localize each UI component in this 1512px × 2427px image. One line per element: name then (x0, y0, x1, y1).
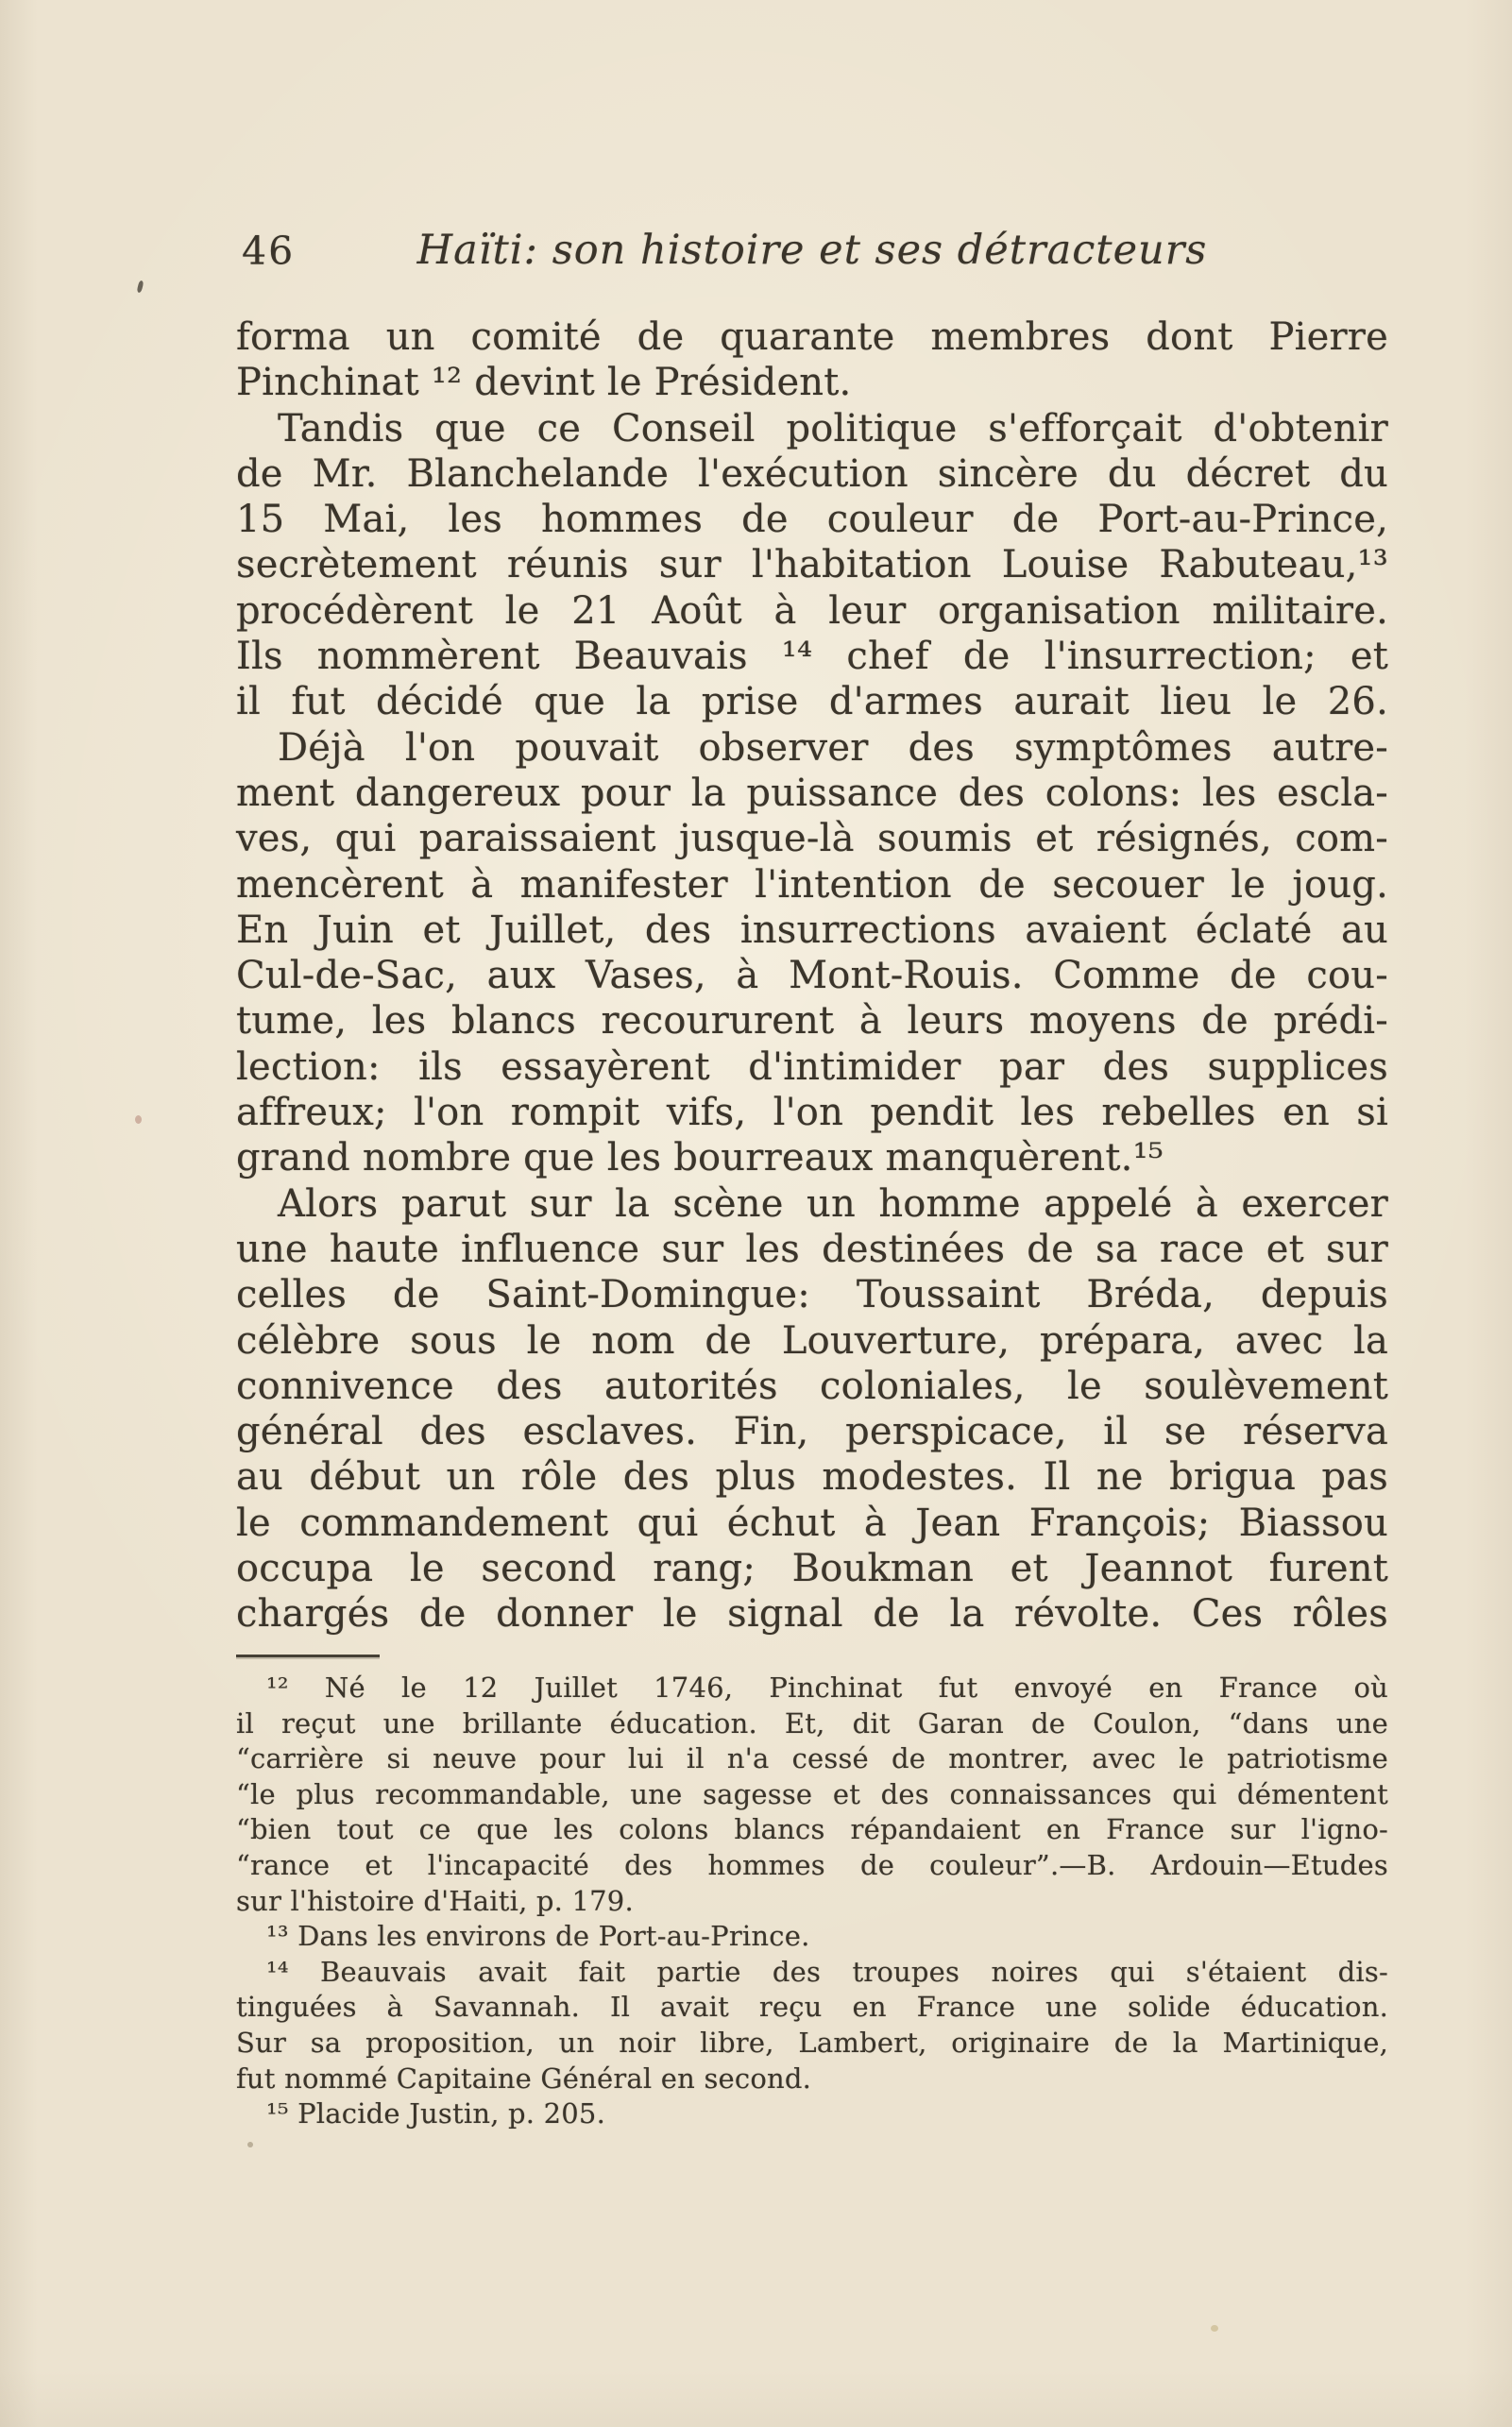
body-line: affreux; l'on rompit vifs, l'on pendit les rebelles en si (236, 1091, 1388, 1135)
footnotes (236, 1671, 1388, 2132)
body-line: 15 Mai, les hommes de couleur de Port-au-Prince, (236, 498, 1388, 542)
body-line: lection: ils essayèrent d'intimider par des supplices (236, 1044, 1388, 1089)
body-line: une haute influence sur les destinées de sa race et sur (236, 1227, 1388, 1271)
body-line: Cul-de-Sac, aux Vases, à Mont-Rouis. Comme de cou- (236, 954, 1388, 998)
body-line: forma un comité de quarante membres dont Pierre (236, 315, 1388, 359)
running-title: Haïti: son histoire et ses détracteurs (416, 227, 1208, 274)
body-line: occupa le second rang; Boukman et Jeannot furent (236, 1547, 1388, 1591)
footnote-divider (236, 1655, 380, 1657)
body-line: mencèrent à manifester l'intention de secouer le joug. (236, 862, 1388, 907)
body-line: général des esclaves. Fin, perspicace, il se réserva (236, 1410, 1388, 1454)
ink-speck (135, 1115, 142, 1124)
body-line: secrètement réunis sur l'habitation Louise Rabuteau,¹³ (236, 543, 1388, 587)
footnote-line: Sur sa proposition, un noir libre, Lambert, originaire de la Martinique, (236, 2026, 1388, 2059)
footnote-line: ¹⁵ Placide Justin, p. 205. (266, 2097, 606, 2130)
body-line: tume, les blancs recoururent à leurs moyens de prédi- (236, 999, 1388, 1044)
footnote-line: fut nommé Capitaine Général en second. (236, 2062, 812, 2095)
body-line: ves, qui paraissaient jusque-là soumis et résignés, com- (236, 817, 1388, 861)
body-line: Pinchinat ¹² devint le Président. (236, 361, 852, 405)
footnote-line: il reçut une brillante éducation. Et, dit Garan de Coulon, “dans une (236, 1706, 1388, 1740)
footnote-line: ¹³ Dans les environs de Port-au-Prince. (266, 1920, 810, 1953)
footnote-line: ¹⁴ Beauvais avait fait partie des troupes noires qui s'étaient dis- (266, 1955, 1388, 1988)
body-line: chargés de donner le signal de la révolte. Ces rôles (236, 1592, 1388, 1637)
body-line: connivence des autorités coloniales, le soulèvement (236, 1364, 1388, 1408)
footnote-line: “rance et l'incapacité des hommes de couleur”.—B. Ardouin—Etudes (236, 1848, 1388, 1881)
ink-speck (137, 280, 144, 294)
body-line: ment dangereux pour la puissance des colons: les escla- (236, 771, 1388, 815)
footnote-line: “bien tout ce que les colons blancs répandaient en France sur l'igno- (236, 1813, 1388, 1846)
body-line: au début un rôle des plus modestes. Il ne brigua pas (236, 1455, 1388, 1500)
page-number: 46 (242, 229, 296, 274)
page-header (236, 227, 1388, 276)
footnote-line: “carrière si neuve pour lui il n'a cessé de montrer, avec le patriotisme (236, 1742, 1388, 1775)
body-line: grand nombre que les bourreaux manquèrent.¹⁵ (236, 1136, 1164, 1180)
footnote-line: “le plus recommandable, une sagesse et des connaissances qui démentent (236, 1777, 1388, 1810)
body-line: celles de Saint-Domingue: Toussaint Bréda, depuis (236, 1273, 1388, 1317)
body-line: célèbre sous le nom de Louverture, prépara, avec la (236, 1318, 1388, 1363)
footnote-line: tinguées à Savannah. Il avait reçu en France une solide éducation. (236, 1991, 1388, 2024)
body-line: Tandis que ce Conseil politique s'efforçait d'obtenir (278, 406, 1388, 450)
body-line: Ils nommèrent Beauvais ¹⁴ chef de l'insurrection; et (236, 635, 1388, 679)
ink-speck (1211, 2325, 1218, 2332)
body-line: le commandement qui échut à Jean François; Biassou (236, 1501, 1388, 1545)
body-text (236, 314, 1388, 1638)
footnote-line: ¹² Né le 12 Juillet 1746, Pinchinat fut envoyé en France où (266, 1672, 1388, 1704)
body-line: En Juin et Juillet, des insurrections avaient éclaté au (236, 908, 1388, 952)
ink-speck (247, 2142, 253, 2147)
body-line: Déjà l'on pouvait observer des symptômes autre- (278, 725, 1388, 770)
footnote-line: sur l'histoire d'Haiti, p. 179. (236, 1884, 634, 1917)
body-line: procédèrent le 21 Août à leur organisation militaire. (236, 588, 1388, 633)
body-line: Alors parut sur la scène un homme appelé à exercer (278, 1181, 1388, 1226)
body-line: de Mr. Blanchelande l'exécution sincère du décret du (236, 451, 1388, 496)
body-line: il fut décidé que la prise d'armes aurait lieu le 26. (236, 680, 1388, 724)
